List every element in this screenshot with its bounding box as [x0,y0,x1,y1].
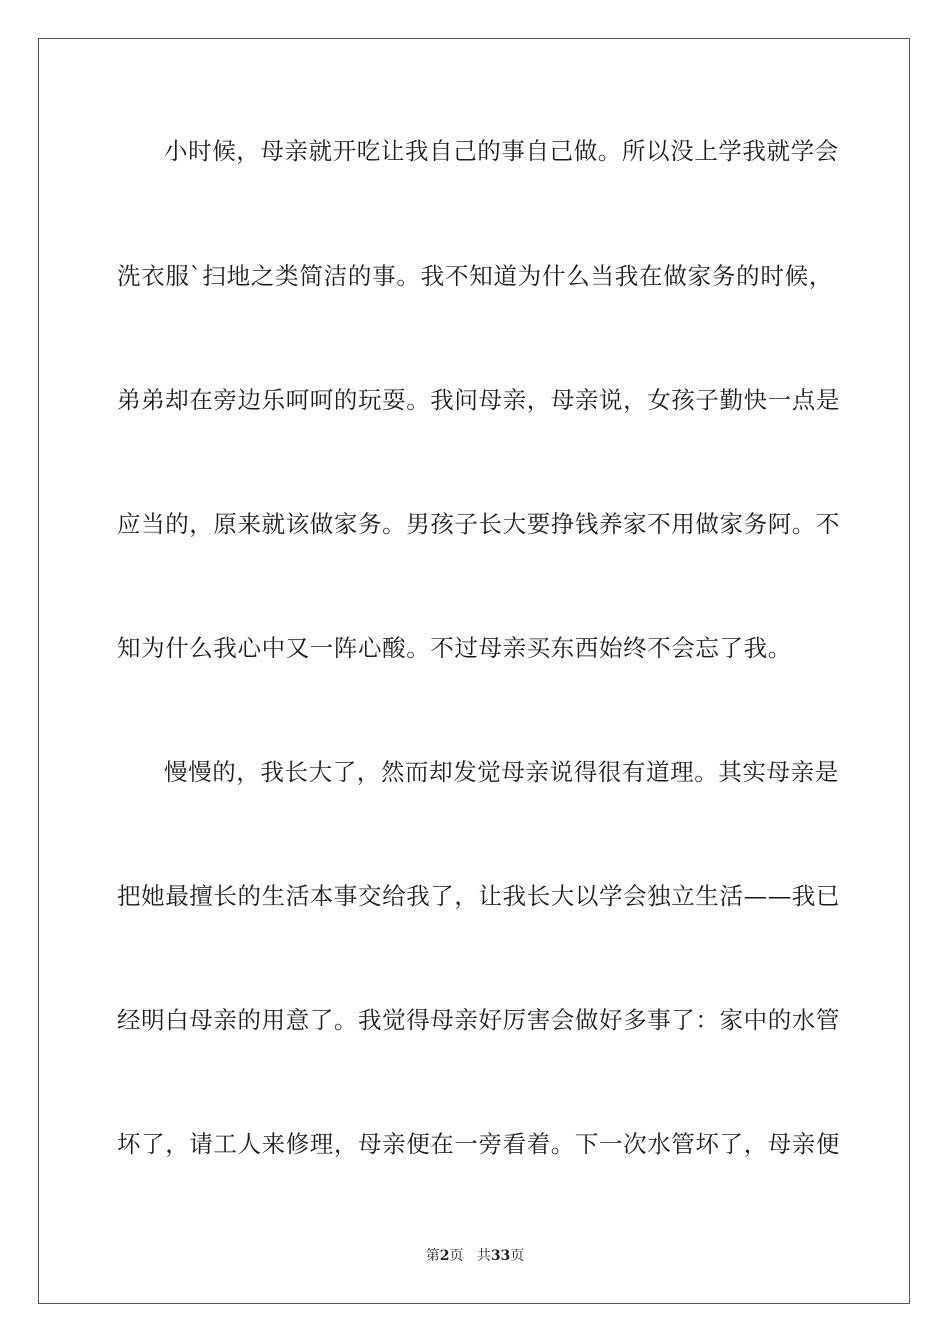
footer-total-pages: 33 [490,1248,511,1264]
paragraph-2-line-4: 坏了，请工人来修理，母亲便在一旁看着。下一次水管坏了，母亲便 [117,1130,840,1158]
page-border [38,38,910,1304]
paragraph-1-line-2: 洗衣服`扫地之类简洁的事。我不知道为什么当我在做家务的时候， [117,262,833,290]
footer-total-suffix: 页 [510,1248,525,1264]
paragraph-1-line-3: 弟弟却在旁边乐呵呵的玩耍。我问母亲，母亲说，女孩子勤快一点是 [117,386,840,414]
paragraph-2-line-3: 经明白母亲的用意了。我觉得母亲好厉害会做好多事了：家中的水管 [117,1006,840,1034]
paragraph-1-line-5: 知为什么我心中又一阵心酸。不过母亲买东西始终不会忘了我。 [117,634,792,662]
footer-page-suffix: 页 [449,1248,464,1264]
footer-total-prefix: 共 [476,1248,491,1264]
footer-prefix: 第 [425,1248,440,1264]
paragraph-2-line-1: 慢慢的，我长大了，然而却发觉母亲说得很有道理。其实母亲是 [164,758,839,786]
page-footer [0,1246,950,1266]
footer-page-number: 2 [439,1248,450,1264]
paragraph-2-line-2: 把她最擅长的生活本事交给我了，让我长大以学会独立生活——我已 [117,882,840,910]
paragraph-1-line-4: 应当的，原来就该做家务。男孩子长大要挣钱养家不用做家务阿。不 [117,510,840,538]
paragraph-1-line-1: 小时候，母亲就开吃让我自己的事自己做。所以没上学我就学会 [164,137,839,165]
